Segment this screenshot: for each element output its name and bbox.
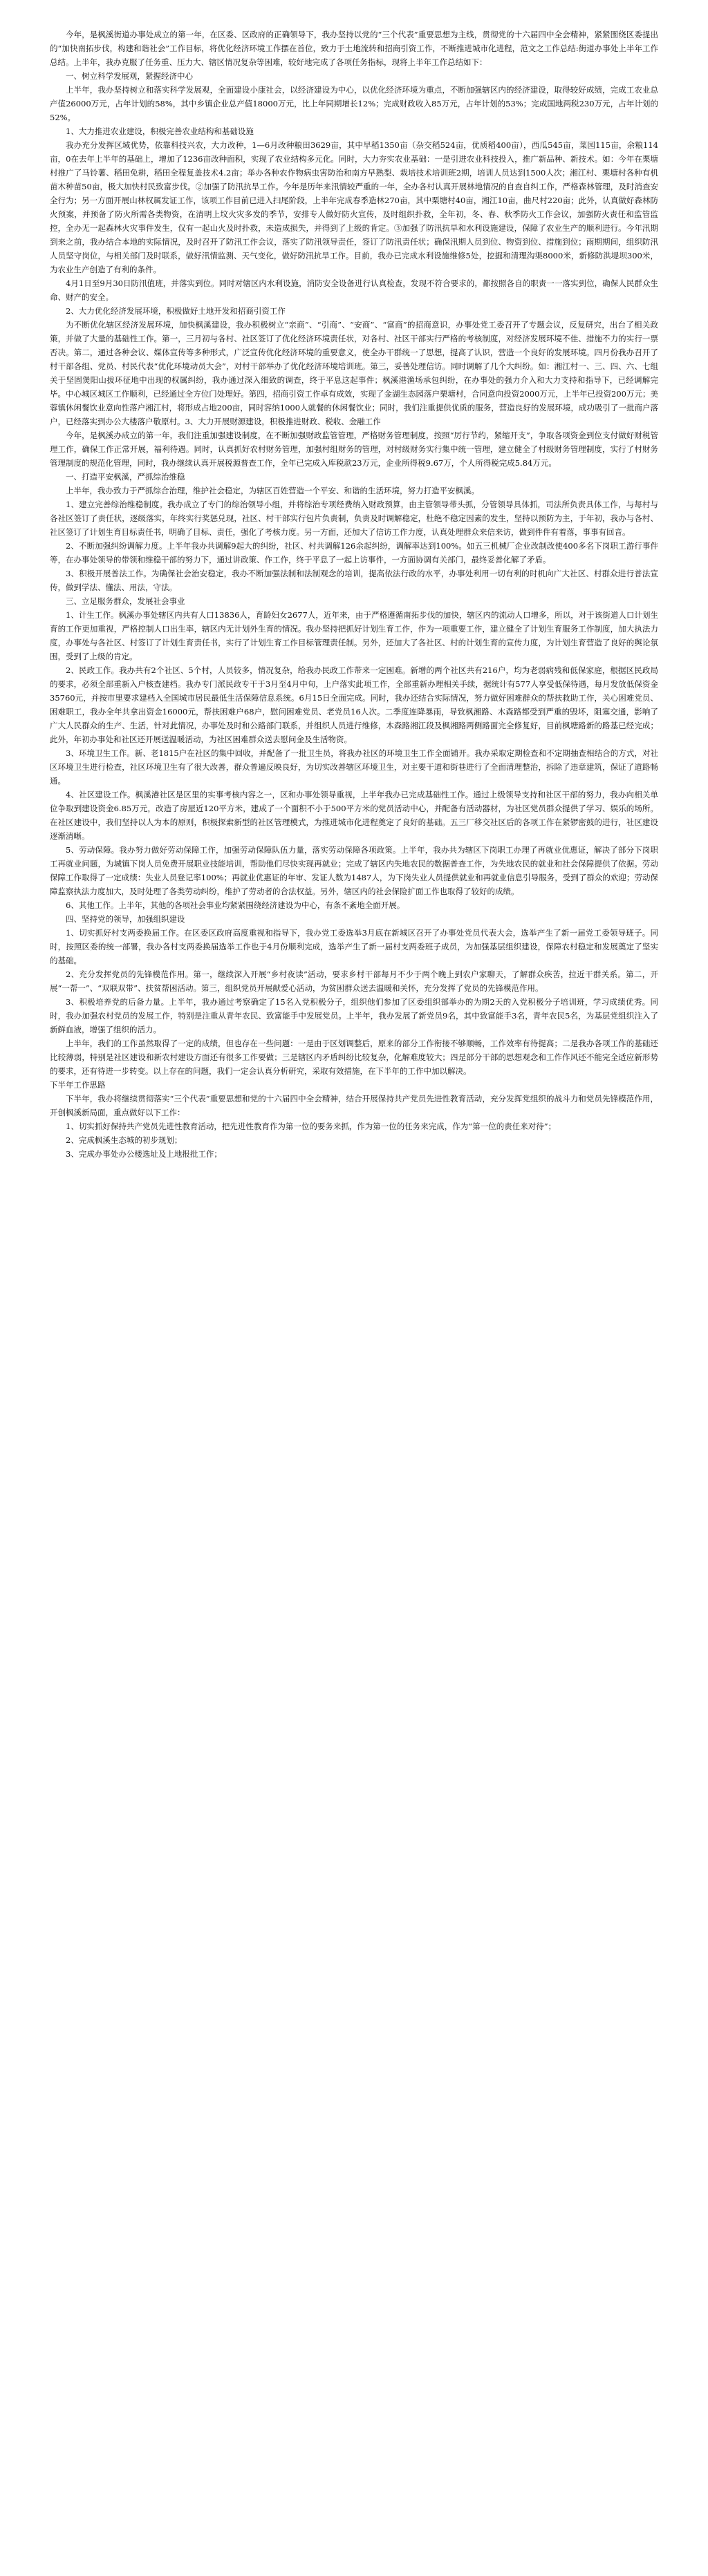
section-heading: 一、树立科学发展观，紧握经济中心 (66, 71, 193, 81)
paragraph: 4月1日至9月30日防汛值班，并落实到位。同时对辖区内水利设施，消防安全设备进行认真检查，发现不符合要求的，都按照各自的职责一一落实到位，确保人民群众生命、财产的安全。 (50, 278, 658, 302)
paragraph: 2、民政工作。我办共有2个社区、5个村，人员较多，情况复杂，给我办民政工作带来一定困难。新增的两个社区共有216户，均为老弱病残和低保家庭，根据区民政局的要求，必须全部重新入户核查建档。我办专门派民政专干于3月至4月中旬，上户落实此项工作，全部重新办理相关手续，据统计有577人享受低保待遇，每月发放低保资金35760元，并按市里要求建档入全国城市居民最低生活保障信息系统。6月15日全面完成。同时，我办还结合实际情况，努力做好困难群众的帮扶救助工作，关心困难党员、困难职工，我办全年共拿出资金16000元，帮扶困难户68户，慰问困难党员、老党员16人次。二季度连降暴雨，导致枫湘路、木森路都受到严重的毁坏，阻塞交通，影响了广大人民群众的生产、生活，针对此情况，办事处及时和公路部门联系，并组织人员进行维修，木森路湘江段及枫湘路两侧路面完全修复好，目前枫塘路新的路基已经完成；此外，年初办事处和社区还开展送温暖活动，为社区困难群众送去慰问金及生活物资。 (50, 665, 658, 744)
paragraph: 下半年，我办将继续贯彻落实“三个代表”重要思想和党的十六届四中全会精神，结合开展保持共产党员先进性教育活动，充分发挥党组织的战斗力和党员先锋模范作用，开创枫溪新局面，重点做好以下工作： (50, 1094, 658, 1117)
paragraph: 上半年，我们的工作虽然取得了一定的成绩，但也存在一些问题：一是由于区划调整后，原来的部分工作衔接不够顺畅，工作效率有待提高；二是我办各项工作的基础还比较薄弱，特别是社区建设和新农村建设方面还有很多工作要做；三是辖区内矛盾纠纷比较复杂，化解难度较大；四是部分干部的思想观念和工作作风还不能完全适应新形势的要求，还有待进一步转变。以上存在的问题，我们一定会认真分析研究，采取有效措施，在下半年的工作中加以解决。 (50, 1039, 658, 1076)
paragraph: 1、建立完善综治维稳制度。我办成立了专门的综治领导小组，并将综治专项经费纳入财政预算，由主管领导带头抓，分管领导具体抓，司法所负责具体工作，与每村与各社区签订了责任状，逐级落实，年终实行奖惩兑现，社区、村干部实行包片负责制，负责及时调解稳定，杜绝不稳定因素的发生，坚持以预防为主，于年初，我办与各村、社区签订了计划生育目标责任书，明确了目标、责任，强化了考核力度。另一方面，还加大了信访工作力度，认真处理群众来信来访，做到件件有着落，事事有回音。 (50, 500, 658, 537)
paragraph: 2、充分发挥党员的先锋模范作用。第一，继续深入开展“乡村夜读”活动，要求乡村干部每月不少于两个晚上到农户家聊天，了解群众疾苦，拉近干群关系。第二，开展“一帮一”、“双联双带”、扶贫帮困活动。第三，组织党员开展献爱心活动，为贫困群众送去温暖和关怀，充分发挥了党员的先锋模范作用。 (50, 969, 658, 993)
paragraph: 1、计生工作。枫溪办事处辖区内共有人口13836人，育龄妇女2677人，近年来，由于严格遵循南拓步伐的加快，辖区内的流动人口增多，所以，对于该街道人口计划生育的工作更加重视，严格控制人口出生率，辖区内无计划外生育的情况。我办坚持把抓好计划生育工作，作为一项重要工作，建立健全了计划生育服务工作制度，加大执法力度，办事处与各社区、村签订了计划生育责任书，实行了计划生育工作目标管理责任制。另外，还加大了各社区、村的计划生育的宣传力度，为计划生育营造了良好的舆论氛围，受到了上级的肯定。 (50, 610, 658, 661)
section-title: 下半年工作思路 (50, 1080, 106, 1090)
paragraph: 4、社区建设工作。枫溪港社区是区里的实事考核内容之一，区和办事处领导重视，上半年我办已完成基础性工作。通过上级领导支持和社区干部的努力，我办向相关单位争取到建设资金6.85万元，改造了房屋近120平方米，建成了一个面积不小于500平方米的党员活动中心，并配备有活动器材，为社区党员群众提供了学习、娱乐的场所。在社区建设中，我们坚持以人为本的原则，积极探索新型的社区管理模式，为推进城市化进程奠定了良好的基础。五三厂移交社区后的各项工作在紧锣密鼓的进行，社区建设逐渐清晰。 (50, 790, 658, 841)
paragraph: 5、劳动保障。我办努力做好劳动保障工作，加强劳动保障队伍力量，落实劳动保障各项政策。上半年，我办共为辖区下岗职工办理了再就业优惠证，解决了部分下岗职工再就业问题，为城镇下岗人员免费开展职业技能培训，帮助他们尽快实现再就业；完成了辖区内失地农民的数据普查工作，为失地农民的就业和社会保障提供了依据。劳动保障工作取得了一定成绩：失业人员登记率100%；再就业优惠证的年审、发证人数为1487人，为下岗失业人员提供就业和再就业信息引导服务，受到了群众的欢迎；劳动保障监察执法力度加大，及时处理了各类劳动纠纷，维护了劳动者的合法权益。另外，辖区内的社会保险扩面工作也取得了较好的成绩。 (50, 845, 658, 896)
section-heading: 四、坚持党的领导，加强组织建设 (66, 914, 185, 924)
paragraph: 2、不断加强纠纷调解力度。上半年我办共调解9起大的纠纷，社区、村共调解126余起纠纷，调解率达到100%。如五三机械厂企业改制改使400多名下岗职工游行事件等，在办事处领导的带领和维稳干部的努力下，通过讲政策、作工作，终于平息了一起上访事件，一方面协调有关部门，最终妥善化解了矛盾。 (50, 541, 658, 565)
paragraph: 6、其他工作。上半年，其他的各项社会事业均紧紧围绕经济建设为中心，有条不紊地全面开展。 (66, 900, 405, 910)
paragraph: 3、完成办事处办公楼选址及上地报批工作； (66, 1149, 222, 1159)
paragraph: 为不断优化辖区经济发展环境，加快枫溪建设，我办积极树立“亲商”、“引商”、“安商”、“富商”的招商意识，办事处党工委召开了专题会议，反复研究，出台了相关政策，并做了大量的基础性工作。第一，三月初与各村、社区签订了优化经济环境责任状，对各村、社区干部实行严格的考核制度，对经济发展环境不佳、措施不力的实行一票否决。第二，通过各种会议、媒体宣传等多种形式，广泛宣传优化经济环境的重要意义，使全办干群统一了思想，提高了认识，营造一个良好的发展环境。四月份我办召开了村干部各组、党员、村民代表“优化环境动员大会”，对村干部举办了优化经济环境培训班。第三，妥善处理信访。同时调解了几个大纠纷。如：湘江村一、三、四、六、七组关于坚固煲阳山拔环征地中出现的权属纠纷，我办通过深入细致的调查，终于平息这起事件；枫溪港渔场承包纠纷，在办事处的强力介入和大力支持和指导下，已经调解完毕。中心城区城区工作顺利，已经通过全方位门处理好。第四，招商引资工作卓有成效，实现了金湖生态园落户栗塘村，合同意向投资2000万元，上半年已投资200万元；美蓉镇休闲餐饮业意向性落户湘江村，将形成占地200亩，同时容纳1000人就餐的休闲餐饮业；同时，我们注重提供优质的服务，营造良好的发展环境，成功吸引了一批商户落户，已经落实到办公大楼落户敬原村。3、大力开展财源建设，积极推进财政、税收、金融工作 (50, 320, 658, 426)
paragraph: 我办充分发挥区域优势，依靠科技兴农，大力改种，1—6月改种粮田3629亩，其中早稻1350亩（杂交稻524亩，优质稻400亩），西瓜545亩，菜园115亩，余粮114亩，0在去年上半年的基础上，增加了1236亩改种面积，实现了农业结构多元化。同时，大力夯实农业基础：一是引进农业科技投入，推广新品种、新技术。如：今年在栗塘村推广了马铃薯、稻田免耕，稻田全程复盖技术4.2亩；举办各种农作物病虫害防治和南方早熟梨、栽培技术培训班2期，培训人员达到1500人次；湘江村、栗塘村各种有机苗木种苗50亩，极大加快村民致富步伐。②加强了防汛抗旱工作。今年是历年来汛情较严重的一年，全办各村认真开展林地情况的自查自纠工作，严格森林管理，及时消查安全行为；另一方面开展山林权属发证工作，该项工作目前已进入扫尾阶段，上半年完成春季造林270亩，其中栗塘村40亩，湘江10亩，曲尺村220亩；此外，认真做好森林防火预案，并预备了防火所需各类物资，在清明上坟火灾多发的季节，安排专人做好防火宣传，及时组织扑救，全年初，冬、春、秋季防火工作会议，加强防火责任和监管监控，全办无一起森林火灾事件发生，仅有一起山火及时扑救，未造成损失，并得到了上级的肯定。③加强了防汛抗旱和水利设施建设，保障了农业生产的顺利进行。今年汛期到来之前，我办结合本地的实际情况，及时召开了防汛工作会议，落实了防汛领导责任，签订了防汛责任状；确保汛期人员到位、物资到位、措施到位；雨期期间，组织防汛人员坚守岗位，与相关部门及时联系，做好汛情监测、天气变化，做好防汛抗旱工作。目前，我办已完成水利设施维修5处，挖掘和清理沟渠8000米，新修防洪堤坝300米，为农业生产创造了有利的条件。 (50, 140, 658, 274)
document-page (0, 0, 708, 1182)
paragraph: 2、大力优化经济发展环境，积极做好土地开发和招商引资工作 (66, 306, 286, 316)
paragraph: 1、切实抓好村支两委换届工作。在区委区政府高度重视和指导下，我办党工委选举3月底在新城区召开了办事处党员代表大会，选举产生了新一届党工委领导班子。同时，按照区委的统一部署，我办各村支两委换届选举工作也于4月份顺利完成，选举产生了新一届村支两委班子成员，为加强基层组织建设，保障农村稳定和发展奠定了坚实的基础。 (50, 928, 658, 965)
paragraph: 1、大力推进农业建设，积极完善农业结构和基础设施 (66, 126, 254, 136)
paragraph: 上半年，我办坚持树立和落实科学发展观，全面建设小康社会，以经济建设为中心，以优化经济环境为重点，不断加强辖区内的经济建设，取得较好成绩，完成工农业总产值26000万元，占年计划的58%，其中乡镇企业总产值18000万元，比上年同期增长12%；完成财政收入85万元，占年计划的53%；完成国地两税230万元，占年计划的52%。 (50, 85, 658, 122)
paragraph: 3、积极培养党的后备力量。上半年，我办通过考察确定了15名入党积极分子，组织他们参加了区委组织部举办的为期2天的入党积极分子培训班，学习成绩优秀。同时，我办加强农村党员的发展工作，特别是注重从青年农民、致富能手中发展党员。上半年，我办发展了新党员9名，其中致富能手3名，青年农民5名，为基层党组织注入了新鲜血液，增强了组织的活力。 (50, 997, 658, 1034)
paragraph: 今年，是枫溪办成立的第一年，我们注重加强建设制度，在不断加强财政监管管理，严格财务管理制度，按照“厉行节约，紧缩开支”，争取各项资金到位支付做好财税管理工作，确保工作正常开展，福利待遇。同时，认真抓好农村财务管理，加强村组财务的管理，对村级财务实行集中统一管理，建立健全了村级财务管理制度，实行了村财务管理制度的规范化管理，同时，我办继续认真开展税源普查工作，全年已完成入库税款23万元，企业所得税9.67万，个人所得税完成5.84万元。 (50, 430, 658, 468)
paragraph: 3、积极开展普法工作。为确保社会治安稳定，我办不断加强法制和法制观念的培训，提高依法行政的水平，办事处利用一切有利的时机向广大社区、村群众进行普法宣传，做到学法、懂法、用法，守法。 (50, 569, 658, 592)
section-heading: 一、打造平安枫溪，严抓综治维稳 (66, 472, 185, 482)
section-heading: 三、立足服务群众，发展社会事业 (66, 596, 185, 606)
paragraph: 上半年，我办致力于严抓综合治理，维护社会稳定，为辖区百姓营造一个平安、和谐的生活环境，努力打造平安枫溪。 (66, 486, 479, 495)
paragraph: 1、切实抓好保持共产党员先进性教育活动，把先进性教育作为第一位的要务来抓，作为第一位的任务来完成，作为“第一位的责任来对待”； (66, 1121, 557, 1131)
paragraph: 今年，是枫溪街道办事处成立的第一年，在区委、区政府的正确领导下，我办坚持以党的“三个代表”重要思想为主线，贯彻党的十六届四中全会精神，紧紧围绕区委提出的“加快南拓步伐，构建和谐社会”工作目标，将优化经济环境工作摆在首位，致力于土地流转和招商引资工作，不断推进城市化进程，范文之工作总结:街道办事处上半年工作总结。上半年，我办克服了任务重、压力大、辖区情况复杂等困难，较好地完成了各项任务指标，现将上半年工作总结如下： (50, 30, 658, 67)
paragraph: 2、完成枫溪生态城的初步规划； (66, 1135, 183, 1145)
paragraph: 3、环境卫生工作。新、老1815户在社区的集中回收，并配备了一批卫生员，将我办社区的环境卫生工作全面铺开。我办采取定期检查和不定期抽查相结合的方式，对社区环境卫生进行检查，社区环境卫生有了很大改善，群众普遍反映良好，为切实改善辖区环境卫生，对主要干道和街巷进行了全面清理整治，拆除了违章建筑，保证了道路畅通。 (50, 748, 658, 786)
